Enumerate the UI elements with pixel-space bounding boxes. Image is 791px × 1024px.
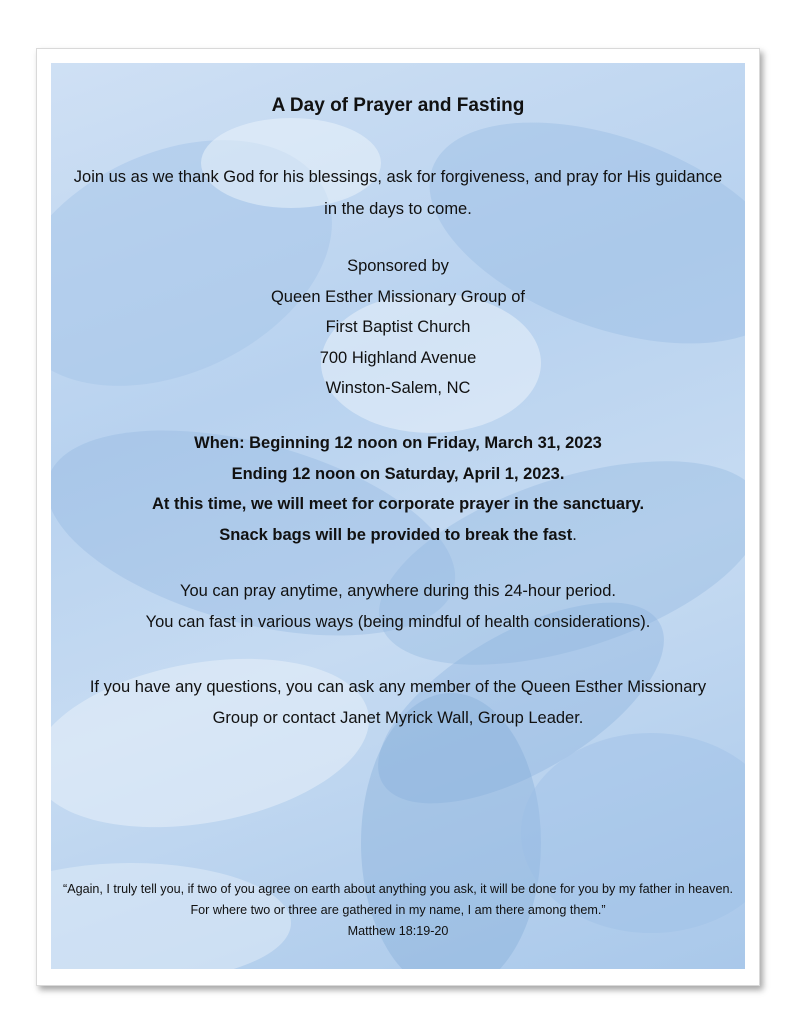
sponsor-line: First Baptist Church [325, 318, 471, 336]
pray-line: You can fast in various ways (being mindful of health considerations). [145, 612, 651, 631]
pray-block [51, 576, 745, 637]
questions-paragraph: If you have any questions, you can ask any member of the Queen Esther Missionary Group or contact Janet Myrick Wall, Group Leader. [89, 678, 707, 727]
when-line: When: Beginning 12 noon on Friday, March 31, 2023 [194, 434, 602, 452]
when-line-snack-text: Snack bags will be provided to break the fast [219, 525, 573, 544]
sponsor-line: Queen Esther Missionary Group of [270, 287, 526, 306]
flyer-title: A Day of Prayer and Fasting [271, 95, 525, 116]
intro-paragraph: Join us as we thank God for his blessings, ask for forgiveness, and pray for His guidance in the days to come. [73, 168, 723, 218]
sponsor-line: Sponsored by [347, 257, 449, 275]
praying-hands-background [51, 63, 745, 969]
when-line-snack [51, 520, 745, 551]
when-line-period: . [572, 525, 577, 544]
when-line: At this time, we will meet for corporate prayer in the sanctuary. [151, 495, 645, 513]
sponsor-block [51, 251, 745, 404]
scripture-quote-text: “Again, I truly tell you, if two of you agree on earth about anything you ask, it will be done for you by my father in heaven. For where two or three are gathered in my name, I am there among them.” [63, 882, 733, 917]
flyer-content [51, 63, 745, 969]
when-line: Ending 12 noon on Saturday, April 1, 2023. [231, 464, 565, 483]
sponsor-line: 700 Highland Avenue [319, 348, 477, 367]
scripture-reference: Matthew 18:19-20 [347, 924, 449, 938]
flyer-page [36, 48, 760, 986]
sponsor-line: Winston-Salem, NC [325, 379, 471, 397]
pray-line: You can pray anytime, anywhere during this 24-hour period. [180, 582, 616, 600]
scripture-quote [61, 879, 735, 942]
when-block [51, 428, 745, 550]
